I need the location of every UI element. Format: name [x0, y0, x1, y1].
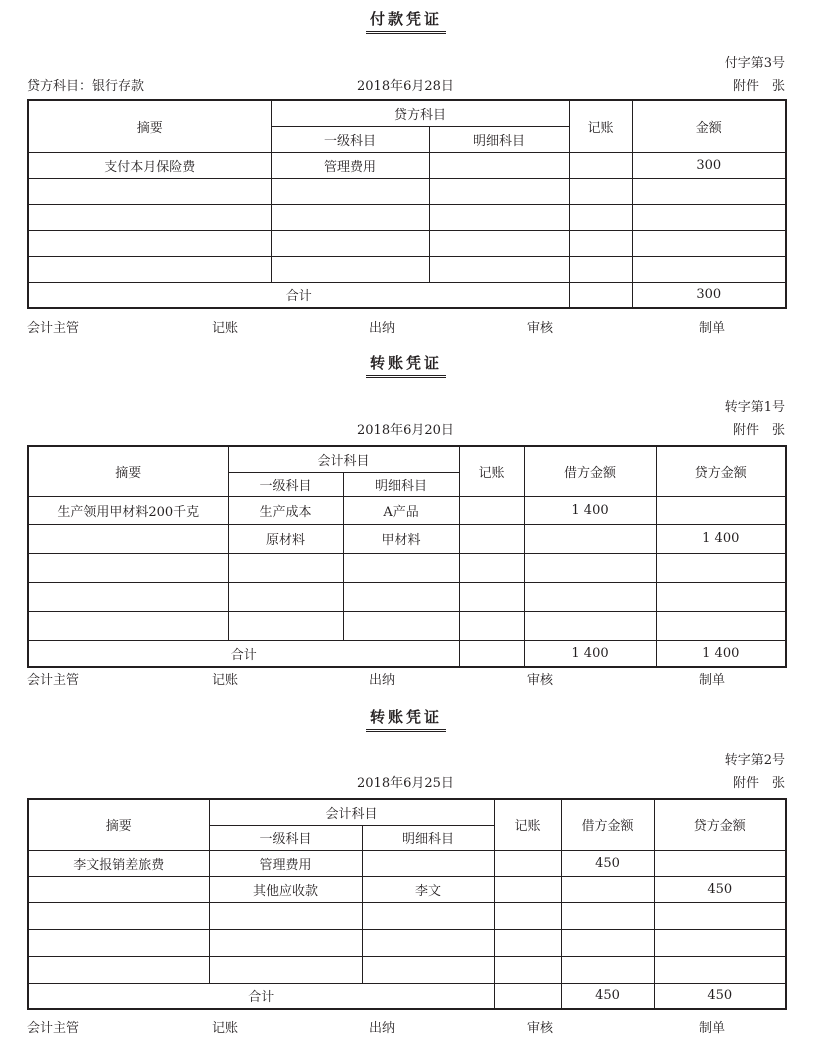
cell-debit — [561, 929, 654, 956]
cell-amount: 300 — [632, 152, 786, 178]
table-row — [28, 956, 786, 983]
header-credit: 贷方金额 — [654, 799, 786, 850]
cell-debit — [524, 582, 656, 611]
total-posted — [494, 983, 561, 1009]
cell-detail — [429, 256, 569, 282]
cell-posted — [459, 582, 524, 611]
cell-level1: 管理费用 — [209, 850, 362, 876]
cell-credit: 1 400 — [656, 524, 786, 553]
total-debit: 450 — [561, 983, 654, 1009]
cell-level1 — [209, 902, 362, 929]
cell-summary — [28, 230, 271, 256]
cell-summary — [28, 956, 209, 983]
payment-voucher — [27, 8, 785, 338]
cell-credit — [654, 929, 786, 956]
total-label: 合计 — [28, 640, 459, 667]
transfer-voucher-2 — [27, 706, 785, 1041]
cell-summary — [28, 256, 271, 282]
cell-posted — [494, 956, 561, 983]
voucher-number: 转字第1号 — [724, 400, 785, 415]
total-credit: 450 — [654, 983, 786, 1009]
total-row — [28, 640, 786, 667]
voucher-title: 付款凭证 — [27, 8, 785, 34]
header-summary: 摘要 — [28, 799, 209, 850]
cell-detail — [362, 956, 494, 983]
cell-detail — [429, 178, 569, 204]
table-row — [28, 496, 786, 524]
cell-posted — [459, 496, 524, 524]
table-row — [28, 230, 786, 256]
voucher-number: 付字第3号 — [724, 56, 785, 71]
sig-preparer: 制单 — [699, 1021, 726, 1036]
total-row — [28, 282, 786, 308]
table-row — [28, 902, 786, 929]
cell-summary — [28, 204, 271, 230]
cell-level1: 生产成本 — [228, 496, 343, 524]
sig-supervisor: 会计主管 — [27, 673, 80, 688]
cell-summary — [28, 524, 228, 553]
signature-line — [27, 1017, 785, 1035]
sig-bookkeeper: 记账 — [212, 321, 239, 336]
cell-detail: A产品 — [343, 496, 459, 524]
voucher-date: 2018年6月25日 — [357, 776, 454, 791]
sig-preparer: 制单 — [699, 673, 726, 688]
cell-detail — [429, 152, 569, 178]
table-row — [28, 152, 786, 178]
total-debit: 1 400 — [524, 640, 656, 667]
sig-supervisor: 会计主管 — [27, 1021, 80, 1036]
transfer-voucher-1 — [27, 352, 785, 692]
cell-detail — [429, 230, 569, 256]
cell-level1 — [228, 582, 343, 611]
sig-reviewer: 审核 — [527, 673, 554, 688]
header-posted: 记账 — [459, 446, 524, 496]
header-summary: 摘要 — [28, 446, 228, 496]
cell-summary — [28, 582, 228, 611]
cell-level1 — [209, 956, 362, 983]
cell-detail: 李文 — [362, 876, 494, 902]
cell-credit: 450 — [654, 876, 786, 902]
header-summary: 摘要 — [28, 100, 271, 152]
cell-level1 — [271, 256, 429, 282]
cell-detail — [343, 611, 459, 640]
voucher-number: 转字第2号 — [724, 753, 785, 768]
total-posted — [569, 282, 632, 308]
header-detail: 明细科目 — [429, 126, 569, 152]
sig-supervisor: 会计主管 — [27, 321, 80, 336]
cell-detail — [362, 902, 494, 929]
cell-summary — [28, 876, 209, 902]
table-row — [28, 178, 786, 204]
total-posted — [459, 640, 524, 667]
total-label: 合计 — [28, 983, 494, 1009]
total-credit: 1 400 — [656, 640, 786, 667]
table-row — [28, 204, 786, 230]
header-level1: 一级科目 — [228, 472, 343, 496]
cell-debit: 450 — [561, 850, 654, 876]
header-debit: 借方金额 — [561, 799, 654, 850]
voucher-date: 2018年6月20日 — [357, 423, 454, 438]
cell-debit — [524, 553, 656, 582]
voucher-title: 转账凭证 — [27, 352, 785, 378]
cell-posted — [569, 204, 632, 230]
cell-level1: 原材料 — [228, 524, 343, 553]
header-detail: 明细科目 — [343, 472, 459, 496]
cell-summary — [28, 902, 209, 929]
cell-level1: 其他应收款 — [209, 876, 362, 902]
cell-detail — [343, 553, 459, 582]
cell-summary: 李文报销差旅费 — [28, 850, 209, 876]
cell-summary — [28, 929, 209, 956]
cell-credit — [656, 611, 786, 640]
cell-debit: 1 400 — [524, 496, 656, 524]
total-label: 合计 — [28, 282, 569, 308]
header-posted: 记账 — [569, 100, 632, 152]
cell-credit — [654, 850, 786, 876]
header-account: 会计科目 — [228, 446, 459, 472]
cell-amount — [632, 178, 786, 204]
header-detail: 明细科目 — [362, 825, 494, 850]
cell-summary — [28, 178, 271, 204]
cell-posted — [569, 152, 632, 178]
cell-detail — [343, 582, 459, 611]
cell-debit — [561, 902, 654, 929]
cell-detail — [362, 850, 494, 876]
cell-amount — [632, 230, 786, 256]
cell-credit — [656, 582, 786, 611]
attachment-count: 附件 张 — [732, 776, 785, 791]
cell-summary: 支付本月保险费 — [28, 152, 271, 178]
header-amount: 金额 — [632, 100, 786, 152]
sig-reviewer: 审核 — [527, 321, 554, 336]
cell-level1: 管理费用 — [271, 152, 429, 178]
cell-level1 — [228, 611, 343, 640]
sig-reviewer: 审核 — [527, 1021, 554, 1036]
cell-posted — [459, 611, 524, 640]
cell-level1 — [271, 204, 429, 230]
table-row — [28, 929, 786, 956]
cell-posted — [569, 230, 632, 256]
cell-posted — [569, 178, 632, 204]
header-account: 会计科目 — [209, 799, 494, 825]
cell-credit — [654, 902, 786, 929]
sig-cashier: 出纳 — [369, 321, 396, 336]
cell-detail: 甲材料 — [343, 524, 459, 553]
header-credit-account: 贷方科目 — [271, 100, 569, 126]
table-row — [28, 256, 786, 282]
cell-debit — [561, 956, 654, 983]
cell-level1 — [271, 230, 429, 256]
cell-posted — [494, 902, 561, 929]
header-debit: 借方金额 — [524, 446, 656, 496]
cell-summary — [28, 553, 228, 582]
total-amount: 300 — [632, 282, 786, 308]
cell-level1 — [228, 553, 343, 582]
cell-detail — [429, 204, 569, 230]
cell-posted — [459, 553, 524, 582]
cell-credit — [656, 553, 786, 582]
sig-bookkeeper: 记账 — [212, 673, 239, 688]
cell-summary: 生产领用甲材料200千克 — [28, 496, 228, 524]
table-row — [28, 553, 786, 582]
cell-amount — [632, 256, 786, 282]
table-row — [28, 611, 786, 640]
table-row — [28, 582, 786, 611]
table-row — [28, 850, 786, 876]
total-row — [28, 983, 786, 1009]
signature-line — [27, 317, 785, 335]
voucher-table — [27, 798, 787, 1010]
attachment-count: 附件 张 — [732, 423, 785, 438]
cell-debit — [524, 611, 656, 640]
voucher-title: 转账凭证 — [27, 706, 785, 732]
cell-summary — [28, 611, 228, 640]
cell-posted — [494, 929, 561, 956]
attachment-count: 附件 张 — [732, 79, 785, 94]
table-row — [28, 876, 786, 902]
cell-posted — [494, 876, 561, 902]
cell-posted — [494, 850, 561, 876]
cell-posted — [569, 256, 632, 282]
credit-account-line: 贷方科目：银行存款 — [27, 79, 145, 94]
table-row — [28, 524, 786, 553]
voucher-table — [27, 445, 787, 668]
cell-level1 — [209, 929, 362, 956]
cell-amount — [632, 204, 786, 230]
sig-preparer: 制单 — [699, 321, 726, 336]
header-level1: 一级科目 — [271, 126, 429, 152]
header-posted: 记账 — [494, 799, 561, 850]
cell-credit — [654, 956, 786, 983]
voucher-table — [27, 99, 787, 309]
cell-debit — [561, 876, 654, 902]
sig-bookkeeper: 记账 — [212, 1021, 239, 1036]
sig-cashier: 出纳 — [369, 1021, 396, 1036]
header-level1: 一级科目 — [209, 825, 362, 850]
signature-line — [27, 669, 785, 687]
cell-credit — [656, 496, 786, 524]
cell-level1 — [271, 178, 429, 204]
cell-posted — [459, 524, 524, 553]
voucher-date: 2018年6月28日 — [357, 79, 454, 94]
cell-debit — [524, 524, 656, 553]
sig-cashier: 出纳 — [369, 673, 396, 688]
cell-detail — [362, 929, 494, 956]
header-credit: 贷方金额 — [656, 446, 786, 496]
